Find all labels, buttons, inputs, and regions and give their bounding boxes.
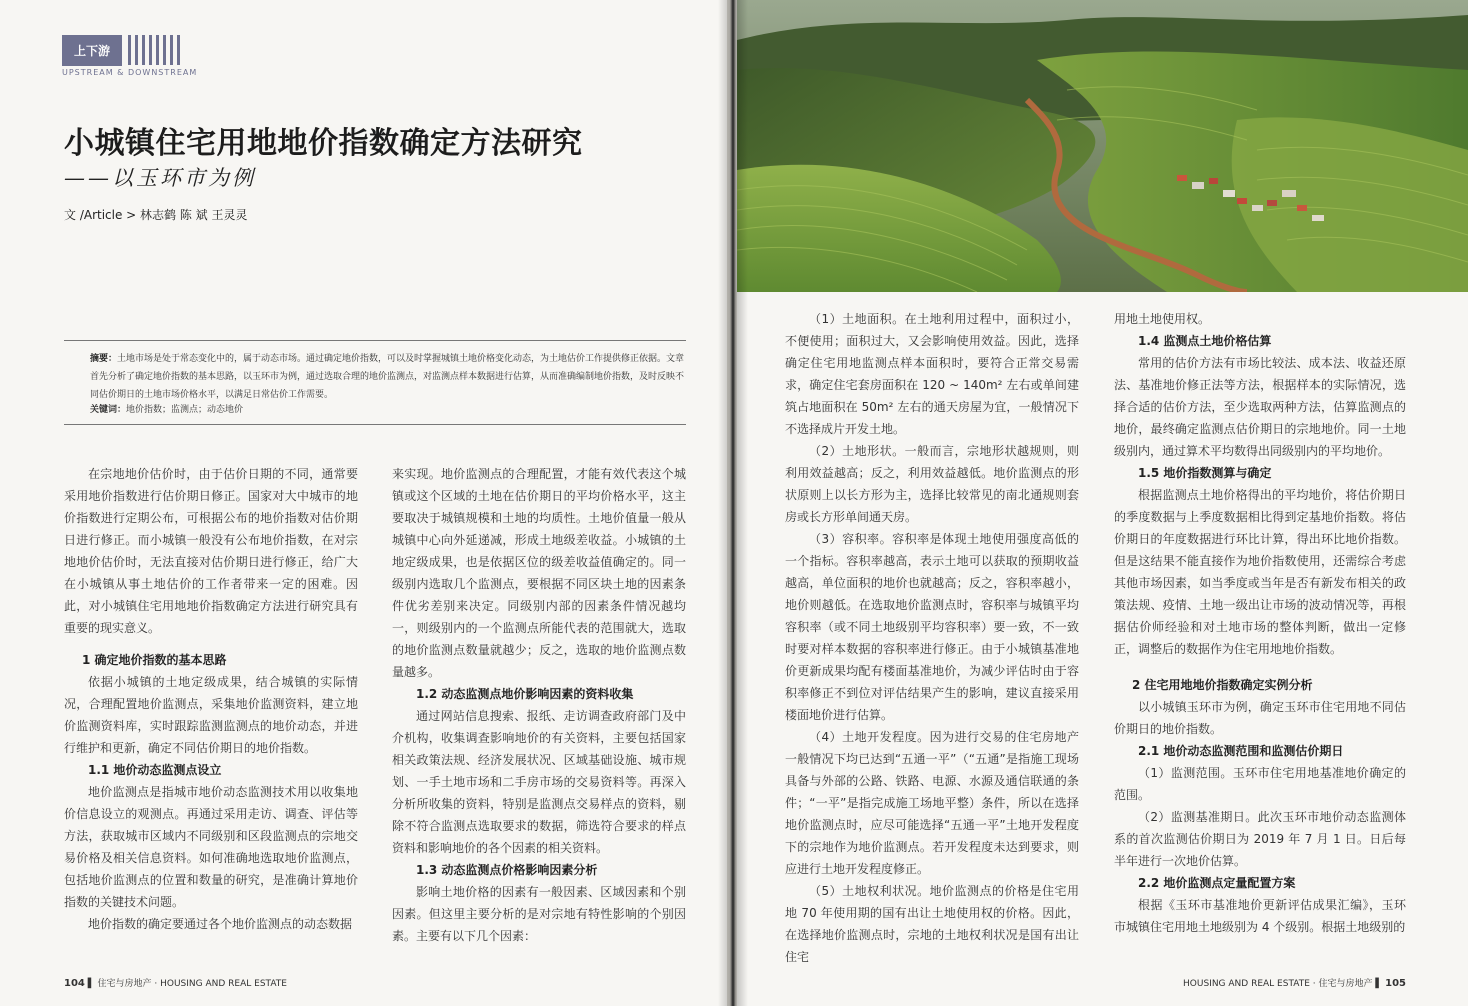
section-tab bbox=[62, 34, 180, 66]
section-tag: 上下游 bbox=[62, 35, 122, 66]
subsection-heading: 1.5 地价指数测算与确定 bbox=[1138, 466, 1272, 480]
body-column-4 bbox=[1114, 308, 1406, 938]
body-column-2 bbox=[392, 463, 686, 947]
body-paragraph: （1）土地面积。在土地利用过程中，面积过小，不便使用；面积过大，又会影响使用效益。因此，选择确定住宅用地监测点样本面积时，要符合正常交易需求，确定住宅套房面积在 120 ~ 140m² 左右或单间建筑占地面积在 50m² 左右的通天房屋为宜，一般情况下不选择成片开发土地。 bbox=[785, 312, 1079, 436]
folio-text: HOUSING AND REAL ESTATE · 住宅与房地产 bbox=[1183, 979, 1373, 989]
body-paragraph: （2）土地形状。一般而言，宗地形状越规则，则利用效益越高；反之，利用效益越低。地价监测点的形状原则上以长方形为主，选择比较常见的南北通规则套房或长方形单间通天房。 bbox=[785, 444, 1079, 524]
body-paragraph: 在宗地地价估价时，由于估价日期的不同，通常要采用地价指数进行估价期日修正。国家对大中城市的地价指数进行定期公布，可根据公布的地价指数对估价期日进行修正。而小城镇一般没有公布地价指数，在对宗地地价估价时，无法直接对估价期日进行修正，给广大在小城镇从事土地估价的工作者带来一定的困难。因此，对小城镇住宅用地地价指数确定方法进行研究具有重要的现实意义。 bbox=[64, 467, 358, 635]
book-gutter bbox=[718, 0, 748, 1006]
body-paragraph: 根据《玉环市基准地价更新评估成果汇编》，玉环市城镇住宅用地土地级别为 4 个级别。根据土地级别的 bbox=[1114, 898, 1406, 934]
abstract-bottom-rule bbox=[64, 424, 686, 425]
body-paragraph: （3）容积率。容积率是体现土地使用强度高低的一个指标。容积率越高，表示土地可以获取的预期收益越高，单位面积的地价也就越高；反之，容积率越小，地价则越低。在选取地价监测点时，容积率与城镇平均容积率（或不同土地级别平均容积率）要一致，不一致时要对样本数据的容积率进行修正。由于小城镇基准地价更新成果均配有楼面基准地价，为减少评估时由于容积率修正不到位对评估结果产生的影响，建议直接采用楼面地价进行估算。 bbox=[785, 532, 1079, 722]
body-paragraph: （1）监测范围。玉环市住宅用地基准地价确定的范围。 bbox=[1114, 766, 1406, 802]
abstract-top-rule bbox=[64, 340, 686, 341]
subsection-heading: 1.3 动态监测点价格影响因素分析 bbox=[416, 863, 598, 877]
abstract bbox=[90, 350, 686, 404]
section-tag-bars bbox=[128, 35, 180, 65]
article-authors: 文 /Article > 林志鹤 陈 斌 王灵灵 bbox=[64, 208, 248, 222]
page-number: 105 bbox=[1385, 978, 1406, 989]
subsection-heading: 2.1 地价动态监测范围和监测估价期日 bbox=[1138, 744, 1344, 758]
keywords-text: 地价指数；监测点；动态地价 bbox=[126, 405, 244, 415]
body-paragraph: （2）监测基准期日。此次玉环市地价动态监测体系的首次监测估价期日为 2019 年 7 月 1 日。日后每半年进行一次地价估算。 bbox=[1114, 810, 1406, 868]
folio-left: 104 ▌ 住宅与房地产 · HOUSING AND REAL ESTATE bbox=[64, 978, 287, 989]
folio-right: HOUSING AND REAL ESTATE · 住宅与房地产 ▌ 105 bbox=[1183, 978, 1406, 989]
article-title: 小城镇住宅用地地价指数确定方法研究 bbox=[64, 126, 583, 161]
subsection-heading: 2.2 地价监测点定量配置方案 bbox=[1138, 876, 1296, 890]
body-paragraph: （5）土地权利状况。地价监测点的价格是住宅用地 70 年使用期的国有出让土地使用权的价格。因此，在选择地价监测点时，宗地的土地权利状况是国有出让住宅 bbox=[785, 884, 1079, 964]
landscape-photo bbox=[737, 0, 1468, 292]
body-paragraph: 影响土地价格的因素有一般因素、区域因素和个别因素。但这里主要分析的是对宗地有特性影响的个别因素。主要有以下几个因素： bbox=[392, 885, 686, 943]
body-paragraph: 地价监测点是指城市地价动态监测技术用以收集地价信息设立的观测点。再通过采用走访、调查、评估等方法，获取城市区域内不同级别和区段监测点的宗地交易价格及相关信息资料。如何准确地选取地价监测点，包括地价监测点的位置和数量的研究，是准确计算地价指数的关键技术问题。 bbox=[64, 785, 358, 909]
body-paragraph: 用地土地使用权。 bbox=[1114, 312, 1211, 326]
page-number: 104 bbox=[64, 978, 85, 989]
body-paragraph: 来实现。地价监测点的合理配置，才能有效代表这个城镇或这个区域的土地在估价期日的平均价格水平，这主要取决于城镇规模和土地的均质性。土地价值量一般从城镇中心向外延递减，形成土地级差收益。小城镇的土地定级成果，也是依据区位的级差收益值确定的。同一级别内选取几个监测点，要根据不同区块土地的因素条件优劣差别来决定。同级别内部的因素条件情况越均一，则级别内的一个监测点所能代表的范围就大，选取的地价监测点数量就越少；反之，选取的地价监测点数量越多。 bbox=[392, 467, 686, 679]
abstract-text: 土地市场是处于常态变化中的，属于动态市场。通过确定地价指数，可以及时掌握城镇土地价格变化动态，为土地估价工作提供修正依据。文章首先分析了确定地价指数的基本思路，以玉环市为例，通过选取合理的地价监测点，对监测点样本数据进行估算，从而准确编制地价指数，及时反映不同估价期日的土地市场价格水平，以满足日常估价工作需要。 bbox=[90, 354, 685, 400]
folio-text: 住宅与房地产 · HOUSING AND REAL ESTATE bbox=[97, 979, 287, 989]
article-subtitle: ——以玉环市为例 bbox=[64, 166, 256, 190]
subsection-heading: 1.4 监测点土地价格估算 bbox=[1138, 334, 1272, 348]
keywords bbox=[90, 402, 686, 415]
body-paragraph: 根据监测点土地价格得出的平均地价，将估价期日的季度数据与上季度数据相比得到定基地价指数。将估价期日的年度数据进行环比计算，得出环比地价指数。但是这结果不能直接作为地价指数使用，还需综合考虑其他市场因素，如当季度或当年是否有新发布相关的政策法规、疫情、土地一级出让市场的波动情况等，再根据估价师经验和对土地市场的整体判断，做出一定修正，调整后的数据作为住宅用地地价指数。 bbox=[1114, 488, 1406, 656]
left-page bbox=[0, 0, 727, 1006]
section-heading: 2 住宅用地地价指数确定实例分析 bbox=[1132, 678, 1313, 692]
body-paragraph: 地价指数的确定要通过各个地价监测点的动态数据 bbox=[88, 917, 353, 931]
body-paragraph: 通过网站信息搜索、报纸、走访调查政府部门及中介机构，收集调查影响地价的有关资料，主要包括国家相关政策法规、经济发展状况、区域基础设施、城市规划、一手土地市场和二手房市场的交易资料等。再深入分析所收集的资料，特别是监测点交易样点的资料，剔除不符合监测点选取要求的数据，筛选符合要求的样点资料和影响地价的各个因素的相关资料。 bbox=[392, 709, 686, 855]
terraced-valley-image bbox=[737, 0, 1468, 292]
body-paragraph: （4）土地开发程度。因为进行交易的住宅房地产一般情况下均已达到“五通一平”（“五通”是指施工现场具备与外部的公路、铁路、电源、水源及通信联通的条件；“一平”是指完成施工场地平整）条件，所以在选择地价监测点时，应尽可能选择“五通一平”土地开发程度下的宗地作为地价监测点。若开发程度未达到要求，则应进行土地开发程度修正。 bbox=[785, 730, 1079, 876]
section-heading: 1 确定地价指数的基本思路 bbox=[82, 653, 227, 667]
right-page bbox=[737, 0, 1468, 1006]
body-column-3 bbox=[785, 308, 1079, 968]
body-paragraph: 以小城镇玉环市为例，确定玉环市住宅用地不同估价期日的地价指数。 bbox=[1114, 700, 1406, 736]
body-paragraph: 依据小城镇的土地定级成果，结合城镇的实际情况，合理配置地价监测点，采集地价监测资料，建立地价监测资料库，实时跟踪监测监测点的地价动态，并进行维护和更新，确定不同估价期日的地价指数。 bbox=[64, 675, 358, 755]
keywords-label: 关键词： bbox=[90, 405, 127, 415]
abstract-label: 摘要： bbox=[90, 354, 118, 364]
section-tag-en: UPSTREAM & DOWNSTREAM bbox=[62, 68, 198, 77]
subsection-heading: 1.2 动态监测点地价影响因素的资料收集 bbox=[416, 687, 634, 701]
body-paragraph: 常用的估价方法有市场比较法、成本法、收益还原法、基准地价修正法等方法，根据样本的实际情况，选择合适的估价方法，至少选取两种方法，估算监测点的地价，最终确定监测点估价期日的宗地地价。同一土地级别内，通过算术平均数得出同级别内的平均地价。 bbox=[1114, 356, 1406, 458]
body-column-1 bbox=[64, 463, 358, 935]
subsection-heading: 1.1 地价动态监测点设立 bbox=[88, 763, 222, 777]
